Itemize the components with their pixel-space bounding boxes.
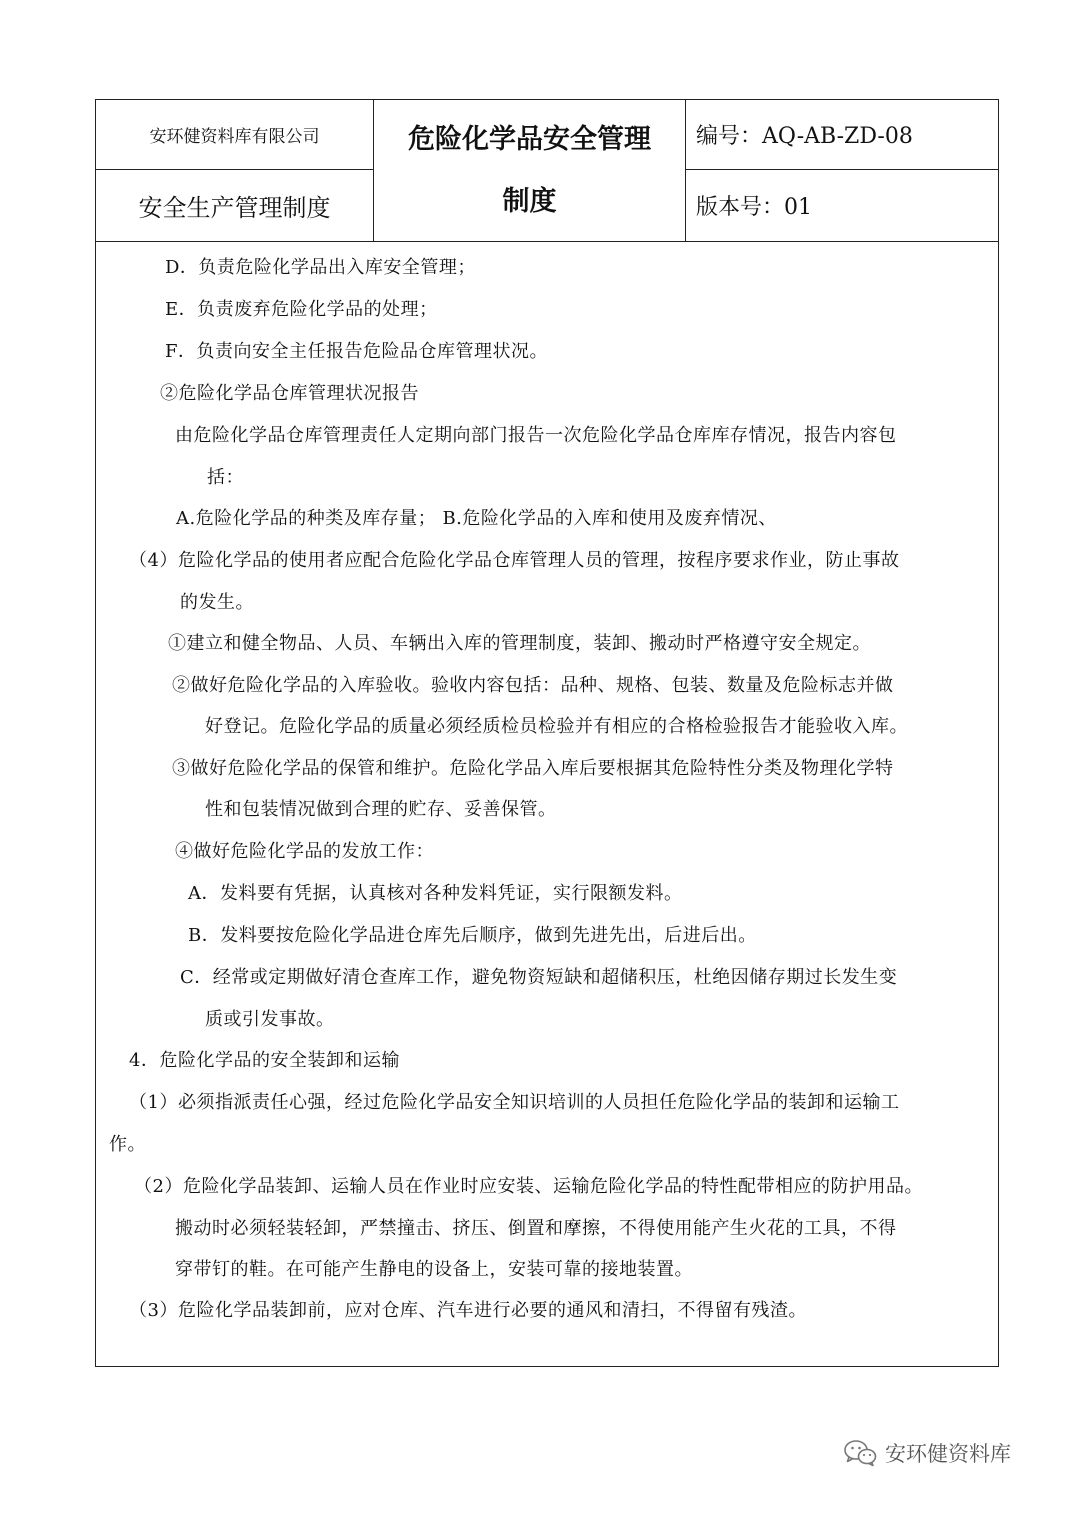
body-line: ②危险化学品仓库管理状况报告 — [160, 383, 419, 404]
watermark-text: 安环健资料库 — [885, 1442, 1011, 1466]
body-line: A.危险化学品的种类及库存量； B.危险化学品的入库和使用及废弃情况、 — [176, 508, 777, 529]
body-line: C．经常或定期做好清仓查库工作，避免物资短缺和超储积压，杜绝因储存期过长发生变 — [180, 967, 898, 988]
body-line: 由危险化学品仓库管理责任人定期向部门报告一次危险化学品仓库库存情况，报告内容包 — [175, 425, 897, 446]
body-line: E．负责废弃危险化学品的处理； — [165, 299, 438, 320]
body-line: （2）危险化学品装卸、运输人员在作业时应安装、运输危险化学品的特性配带相应的防护用品。 — [134, 1176, 923, 1197]
body-line: （1）必须指派责任心强，经过危险化学品安全知识培训的人员担任危险化学品的装卸和运输工 — [129, 1092, 900, 1113]
body-line: ④做好危险化学品的发放工作： — [175, 841, 434, 862]
document-code: 编号：AQ-AB-ZD-08 — [686, 100, 998, 170]
body-line: B．发料要按危险化学品进仓库先后顺序，做到先进先出，后进后出。 — [188, 925, 757, 946]
body-line: 好登记。危险化学品的质量必须经质检员检验并有相应的合格检验报告才能验收入库。 — [205, 716, 908, 737]
company-name: 安环健资料库有限公司 — [96, 100, 374, 170]
document-header-table — [96, 100, 998, 242]
document-title-line-1: 危险化学品安全管理 — [408, 123, 651, 155]
section-heading: 4．危险化学品的安全装卸和运输 — [129, 1050, 400, 1071]
document-version: 版本号：01 — [696, 195, 812, 220]
document-title — [374, 100, 686, 241]
body-line: 搬动时必须轻装轻卸，严禁撞击、挤压、倒置和摩擦，不得使用能产生火花的工具，不得 — [175, 1218, 897, 1239]
body-line: 质或引发事故。 — [205, 1009, 335, 1030]
wechat-icon — [843, 1439, 877, 1467]
body-line: ③做好危险化学品的保管和维护。危险化学品入库后要根据其危险特性分类及物理化学特 — [172, 758, 894, 779]
body-line: （3）危险化学品装卸前，应对仓库、汽车进行必要的通风和清扫，不得留有残渣。 — [129, 1300, 807, 1321]
body-line: 穿带钉的鞋。在可能产生静电的设备上，安装可靠的接地装置。 — [175, 1259, 693, 1280]
body-line: 作。 — [109, 1134, 146, 1155]
body-line: ②做好危险化学品的入库验收。验收内容包括：品种、规格、包装、数量及危险标志并做 — [172, 675, 894, 696]
body-line: ①建立和健全物品、人员、车辆出入库的管理制度，装卸、搬动时严格遵守安全规定。 — [168, 633, 871, 654]
document-title-line-2: 制度 — [502, 185, 557, 217]
watermark — [843, 1433, 1011, 1473]
body-line: 性和包装情况做到合理的贮存、妥善保管。 — [205, 799, 557, 820]
document-category: 安全生产管理制度 — [96, 170, 374, 241]
body-line: 括： — [207, 467, 244, 488]
body-line: F．负责向安全主任报告危险品仓库管理状况。 — [165, 341, 548, 362]
body-line: （4）危险化学品的使用者应配合危险化学品仓库管理人员的管理，按程序要求作业，防止事故 — [129, 550, 900, 571]
body-line: A．发料要有凭据，认真核对各种发料凭证，实行限额发料。 — [188, 883, 683, 904]
body-line: D．负责危险化学品出入库安全管理； — [165, 257, 476, 278]
body-line: 的发生。 — [180, 592, 254, 613]
document-frame — [95, 99, 999, 1367]
